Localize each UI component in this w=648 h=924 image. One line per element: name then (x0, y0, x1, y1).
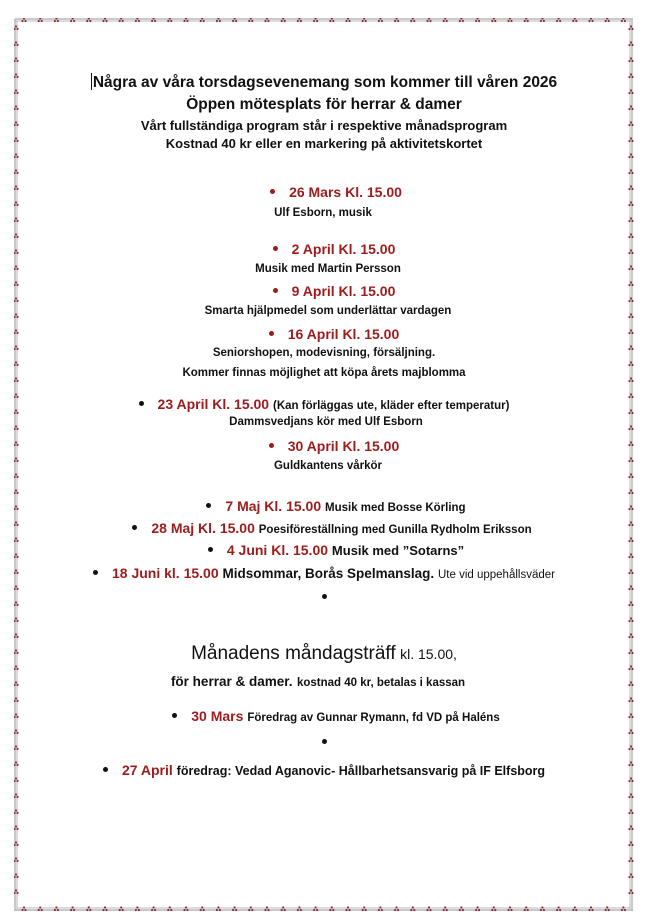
event-description: Musik med Martin Persson (255, 263, 401, 275)
event-date: 2 April Kl. 15.00 (291, 241, 396, 257)
bullet-icon (206, 503, 211, 508)
monday-event-line (12, 708, 648, 724)
monday-event-description: föredrag: Vedad Aganovic- Hållbarhetsansvarig på IF Elfsborg (176, 764, 546, 778)
text-cursor (91, 73, 92, 90)
monday-title-line (0, 643, 648, 665)
event-date-line (10, 241, 648, 257)
program-note: Vårt fullständiga program står i respektive månadsprogram (140, 118, 508, 133)
event-note: Musik med Bosse Körling (325, 502, 466, 514)
event-date: 9 April Kl. 15.00 (291, 283, 396, 299)
bullet-icon (322, 594, 327, 599)
event-description: Guldkantens vårkör (273, 460, 382, 472)
event-date: 16 April Kl. 15.00 (287, 326, 400, 342)
event-description: Ulf Esborn, musik (274, 207, 372, 219)
event-note: Musik med ”Sotarns” (331, 543, 465, 558)
event-note-bold: Midsommar, Borås Spelmanslag. (222, 566, 435, 581)
monday-time: kl. 15.00, (400, 646, 457, 662)
bullet-icon (273, 288, 278, 293)
event-date: 28 Maj Kl. 15.00 (151, 520, 255, 536)
bullet-icon (103, 767, 108, 772)
bullet-icon (270, 189, 275, 194)
event-date: 4 Juni Kl. 15.00 (226, 542, 329, 558)
event-date-line (10, 283, 648, 299)
monday-event-description: Föredrag av Gunnar Rymann, fd VD på Haléns (247, 712, 500, 724)
header-subtitle: Öppen mötesplats för herrar & damer (186, 96, 462, 113)
event-date-line (8, 520, 648, 536)
event-note: (Kan förläggas ute, kläder efter temperatur) (272, 400, 510, 412)
event-date-line (0, 396, 648, 412)
bullet-icon (172, 713, 177, 718)
event-description: Seniorshopen, modevisning, försäljning. (212, 347, 436, 359)
event-description: Dammsvedjans kör med Ulf Esborn (229, 416, 423, 428)
monday-subtitle-line (0, 673, 642, 691)
monday-event-line (0, 762, 648, 778)
event-note: Poesiföreställning med Gunilla Rydholm Eriksson (258, 524, 532, 536)
monday-title: Månadens måndagsträff (191, 643, 396, 664)
bullet-icon (269, 443, 274, 448)
event-date-line (10, 326, 648, 342)
bullet-icon (322, 739, 327, 744)
event-date: 7 Maj Kl. 15.00 (225, 498, 322, 514)
bullet-icon (273, 246, 278, 251)
event-date: 18 Juni kl. 15.00 (112, 565, 219, 581)
event-description-extra: Kommer finnas möjlighet att köpa årets majblomma (182, 367, 466, 379)
event-date-line (0, 565, 648, 581)
event-note: Ute vid uppehållsväder (437, 569, 555, 581)
monday-subtitle-bold: för herrar & damer. (170, 674, 293, 689)
event-date-line (10, 438, 648, 454)
header-title-line (0, 73, 648, 92)
bullet-icon (139, 401, 144, 406)
bullet-icon (269, 331, 274, 336)
monday-event-date: 27 April (121, 762, 173, 778)
cost-note: Kostnad 40 kr eller en markering på aktivitetskortet (165, 136, 483, 151)
event-date-line (12, 184, 648, 200)
bullet-icon (132, 525, 137, 530)
bullet-icon (208, 547, 213, 552)
event-date: 30 April Kl. 15.00 (287, 438, 400, 454)
event-date: 23 April Kl. 15.00 (157, 396, 270, 412)
header-title: Några av våra torsdagsevenemang som kommer till våren 2026 (92, 74, 558, 91)
event-date-line (12, 542, 648, 558)
event-date: 26 Mars Kl. 15.00 (289, 184, 402, 200)
empty-bullet-line (0, 735, 648, 753)
bullet-icon (93, 570, 98, 575)
empty-bullet-line (0, 590, 648, 608)
event-description: Smarta hjälpmedel som underlättar vardagen (204, 305, 452, 317)
monday-subtitle-rest: kostnad 40 kr, betalas i kassan (296, 677, 466, 689)
monday-event-date: 30 Mars (191, 708, 244, 724)
event-date-line (12, 498, 648, 514)
